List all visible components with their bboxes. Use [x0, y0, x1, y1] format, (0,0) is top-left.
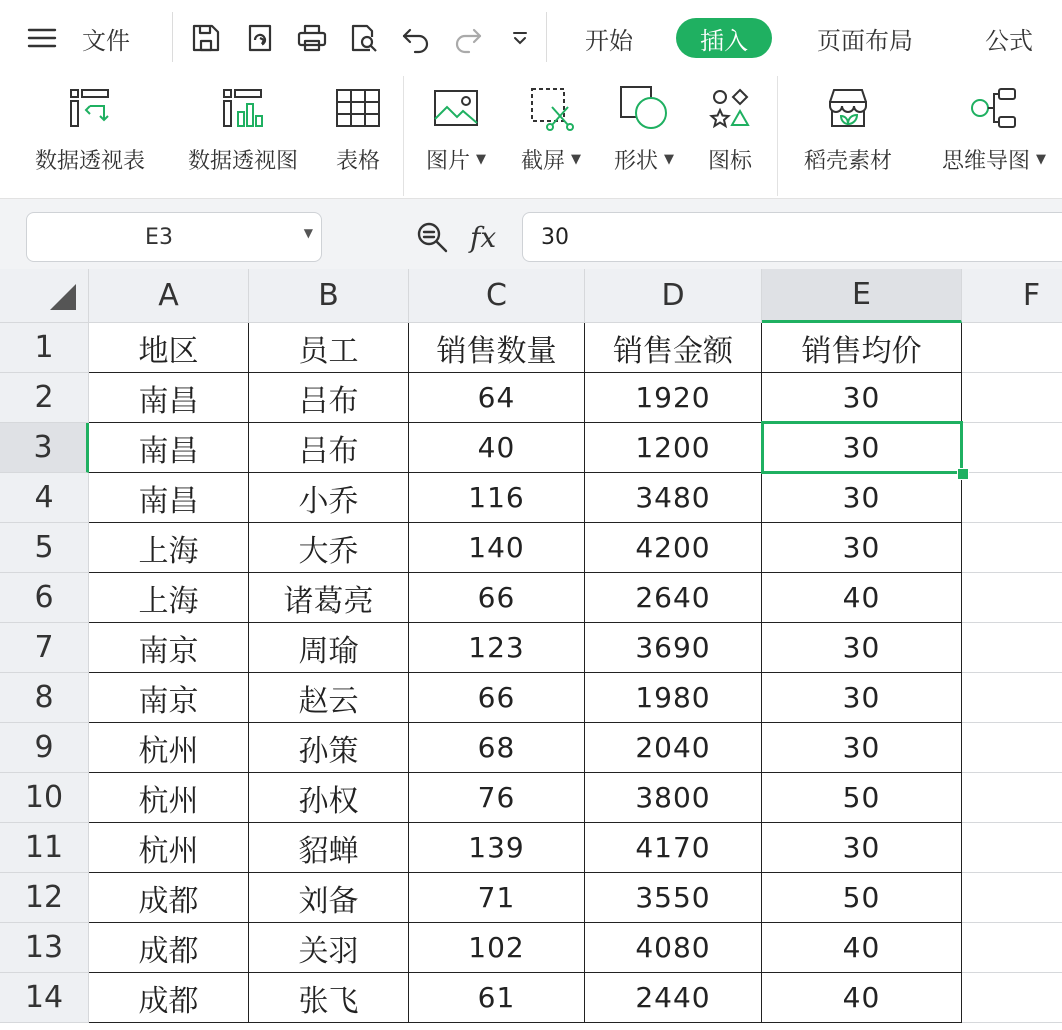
- screenshot-button[interactable]: [515, 76, 587, 198]
- row-header-7[interactable]: 7: [0, 623, 89, 673]
- dropdown-caret-icon[interactable]: ▼: [476, 152, 486, 167]
- cell-d14[interactable]: 2440: [585, 973, 762, 1023]
- docer-assets-icon: [818, 84, 878, 132]
- fill-handle[interactable]: [957, 468, 969, 480]
- formula-input[interactable]: 30: [522, 212, 1062, 262]
- cell-c10[interactable]: 76: [409, 773, 585, 823]
- shapes-button[interactable]: [608, 76, 680, 198]
- cell-c14[interactable]: 61: [409, 973, 585, 1023]
- ribbon-toolbar: [0, 76, 1062, 199]
- cell-e12[interactable]: 50: [762, 873, 962, 923]
- cell-b10[interactable]: 孙权: [249, 773, 409, 823]
- cell-a3[interactable]: 南昌: [89, 423, 249, 473]
- cell-e8[interactable]: 30: [762, 673, 962, 723]
- row-header-6[interactable]: 6: [0, 573, 89, 623]
- cell-d7[interactable]: 3690: [585, 623, 762, 673]
- cell-c11[interactable]: 139: [409, 823, 585, 873]
- cell-b11[interactable]: 貂蝉: [249, 823, 409, 873]
- ribbon-divider: [777, 76, 778, 196]
- picture-button[interactable]: [420, 76, 492, 198]
- icons-button[interactable]: [700, 76, 760, 198]
- cell-f7[interactable]: [962, 623, 1062, 673]
- table-button[interactable]: [328, 76, 388, 198]
- cell-d5[interactable]: 4200: [585, 523, 762, 573]
- chevron-down-icon[interactable]: ▼: [303, 226, 313, 240]
- quick-access-dropdown-icon[interactable]: [502, 18, 538, 58]
- tab-formulas[interactable]: 公式: [985, 26, 1033, 55]
- cell-a9[interactable]: 杭州: [89, 723, 249, 773]
- menu-divider: [546, 12, 547, 62]
- cell-d13[interactable]: 4080: [585, 923, 762, 973]
- cell-f8[interactable]: [962, 673, 1062, 723]
- select-all-corner[interactable]: [0, 269, 89, 323]
- undo-icon[interactable]: [398, 18, 434, 58]
- cell-c7[interactable]: 123: [409, 623, 585, 673]
- row-header-13[interactable]: 13: [0, 923, 89, 973]
- cell-b12[interactable]: 刘备: [249, 873, 409, 923]
- tab-insert[interactable]: 插入: [676, 18, 772, 58]
- cell-e6[interactable]: 40: [762, 573, 962, 623]
- cell-d12[interactable]: 3550: [585, 873, 762, 923]
- ribbon-label: 数据透视图: [187, 149, 298, 174]
- cell-c12[interactable]: 71: [409, 873, 585, 923]
- print-icon[interactable]: [294, 18, 330, 58]
- cell-a13[interactable]: 成都: [89, 923, 249, 973]
- cell-c8[interactable]: 66: [409, 673, 585, 723]
- cell-c2[interactable]: 64: [409, 373, 585, 423]
- cell-d3[interactable]: 1200: [585, 423, 762, 473]
- ribbon-label: 稻壳素材: [803, 149, 892, 174]
- cell-f12[interactable]: [962, 873, 1062, 923]
- column-header-d[interactable]: D: [585, 269, 762, 323]
- cell-e2[interactable]: 30: [762, 373, 962, 423]
- pivot-chart-button[interactable]: [183, 76, 303, 198]
- cell-e11[interactable]: 30: [762, 823, 962, 873]
- row-header-2[interactable]: 2: [0, 373, 89, 423]
- tab-page-layout[interactable]: 页面布局: [817, 26, 913, 55]
- screenshot-icon: [521, 84, 581, 132]
- cell-a1[interactable]: 地区: [89, 323, 249, 373]
- cell-d10[interactable]: 3800: [585, 773, 762, 823]
- row-header-4[interactable]: 4: [0, 473, 89, 523]
- cell-f4[interactable]: [962, 473, 1062, 523]
- cell-e10[interactable]: 50: [762, 773, 962, 823]
- dropdown-caret-icon[interactable]: ▼: [664, 152, 674, 167]
- name-box[interactable]: [26, 212, 322, 262]
- cell-f1[interactable]: [962, 323, 1062, 373]
- cell-b9[interactable]: 孙策: [249, 723, 409, 773]
- row-header-8[interactable]: 8: [0, 673, 89, 723]
- cell-b7[interactable]: 周瑜: [249, 623, 409, 673]
- zoom-icon[interactable]: [414, 219, 450, 255]
- cell-b4[interactable]: 小乔: [249, 473, 409, 523]
- cell-c3[interactable]: 40: [409, 423, 585, 473]
- print-preview-icon[interactable]: [346, 18, 382, 58]
- cell-c6[interactable]: 66: [409, 573, 585, 623]
- cell-a11[interactable]: 杭州: [89, 823, 249, 873]
- dropdown-caret-icon[interactable]: ▼: [1036, 152, 1046, 167]
- row-header-5[interactable]: 5: [0, 523, 89, 573]
- cell-e3[interactable]: 30: [762, 423, 962, 473]
- pivot-table-button[interactable]: [30, 76, 150, 198]
- ribbon-label: 图标: [707, 149, 752, 174]
- row-header-12[interactable]: 12: [0, 873, 89, 923]
- column-header-e[interactable]: E: [762, 269, 962, 323]
- cell-e7[interactable]: 30: [762, 623, 962, 673]
- hamburger-menu-icon[interactable]: [24, 18, 60, 58]
- cell-e5[interactable]: 30: [762, 523, 962, 573]
- cell-b6[interactable]: 诸葛亮: [249, 573, 409, 623]
- cell-c4[interactable]: 116: [409, 473, 585, 523]
- cell-f9[interactable]: [962, 723, 1062, 773]
- picture-icon: [426, 84, 486, 132]
- cell-c1[interactable]: 销售数量: [409, 323, 585, 373]
- cell-b8[interactable]: 赵云: [249, 673, 409, 723]
- cell-d9[interactable]: 2040: [585, 723, 762, 773]
- column-header-f[interactable]: F: [962, 269, 1062, 323]
- spreadsheet-grid: [0, 269, 1062, 1030]
- cell-b3[interactable]: 吕布: [249, 423, 409, 473]
- menu-divider: [172, 12, 173, 62]
- cell-e4[interactable]: 30: [762, 473, 962, 523]
- cell-a7[interactable]: 南京: [89, 623, 249, 673]
- cell-c13[interactable]: 102: [409, 923, 585, 973]
- tab-home[interactable]: 开始: [585, 26, 633, 55]
- cell-f11[interactable]: [962, 823, 1062, 873]
- export-icon[interactable]: [242, 18, 278, 58]
- ribbon-label: 思维导图: [941, 149, 1030, 174]
- menu-bar: [0, 0, 1062, 76]
- pivot-table-icon: [60, 84, 120, 132]
- cell-c5[interactable]: 140: [409, 523, 585, 573]
- cell-b2[interactable]: 吕布: [249, 373, 409, 423]
- cell-b13[interactable]: 关羽: [249, 923, 409, 973]
- ribbon-label: 形状: [613, 149, 658, 174]
- shapes-icon: [614, 84, 674, 132]
- cell-d8[interactable]: 1980: [585, 673, 762, 723]
- cell-e9[interactable]: 30: [762, 723, 962, 773]
- cell-e13[interactable]: 40: [762, 923, 962, 973]
- row-header-10[interactable]: 10: [0, 773, 89, 823]
- mind-map-button[interactable]: [934, 76, 1054, 198]
- cell-f2[interactable]: [962, 373, 1062, 423]
- row-header-9[interactable]: 9: [0, 723, 89, 773]
- cell-b1[interactable]: 员工: [249, 323, 409, 373]
- row-header-11[interactable]: 11: [0, 823, 89, 873]
- cell-a2[interactable]: 南昌: [89, 373, 249, 423]
- icons-icon: [700, 84, 760, 132]
- dropdown-caret-icon[interactable]: ▼: [571, 152, 581, 167]
- column-header-a[interactable]: A: [89, 269, 249, 323]
- cell-d1[interactable]: 销售金额: [585, 323, 762, 373]
- cell-a4[interactable]: 南昌: [89, 473, 249, 523]
- cell-f13[interactable]: [962, 923, 1062, 973]
- ribbon-divider: [403, 76, 404, 196]
- cell-f3[interactable]: [962, 423, 1062, 473]
- formula-bar: [0, 199, 1062, 269]
- cell-d6[interactable]: 2640: [585, 573, 762, 623]
- cell-reference: E3: [145, 224, 173, 250]
- row-header-1[interactable]: 1: [0, 323, 89, 373]
- ribbon-label: 截屏: [520, 149, 565, 174]
- cell-d2[interactable]: 1920: [585, 373, 762, 423]
- cell-a12[interactable]: 成都: [89, 873, 249, 923]
- cell-d4[interactable]: 3480: [585, 473, 762, 523]
- cell-f5[interactable]: [962, 523, 1062, 573]
- cell-f14[interactable]: [962, 973, 1062, 1023]
- cell-e1[interactable]: 销售均价: [762, 323, 962, 373]
- row-header-3[interactable]: 3: [0, 423, 89, 473]
- cell-a8[interactable]: 南京: [89, 673, 249, 723]
- cell-a14[interactable]: 成都: [89, 973, 249, 1023]
- table-icon: [328, 84, 388, 132]
- cell-c9[interactable]: 68: [409, 723, 585, 773]
- cell-a5[interactable]: 上海: [89, 523, 249, 573]
- ribbon-label: 数据透视表: [34, 149, 145, 174]
- mind-map-icon: [964, 84, 1024, 132]
- cell-a6[interactable]: 上海: [89, 573, 249, 623]
- cell-d11[interactable]: 4170: [585, 823, 762, 873]
- docer-assets-button[interactable]: [798, 76, 898, 198]
- function-icon[interactable]: fx: [470, 220, 497, 254]
- ribbon-label: 表格: [335, 149, 380, 174]
- pivot-chart-icon: [213, 84, 273, 132]
- redo-icon[interactable]: [450, 18, 486, 58]
- cell-f6[interactable]: [962, 573, 1062, 623]
- cell-b5[interactable]: 大乔: [249, 523, 409, 573]
- column-header-b[interactable]: B: [249, 269, 409, 323]
- column-header-c[interactable]: C: [409, 269, 585, 323]
- ribbon-label: 图片: [425, 149, 470, 174]
- cell-f10[interactable]: [962, 773, 1062, 823]
- row-header-14[interactable]: 14: [0, 973, 89, 1023]
- cell-a10[interactable]: 杭州: [89, 773, 249, 823]
- cell-e14[interactable]: 40: [762, 973, 962, 1023]
- file-menu[interactable]: 文件: [82, 26, 130, 55]
- cell-b14[interactable]: 张飞: [249, 973, 409, 1023]
- save-icon[interactable]: [188, 18, 224, 58]
